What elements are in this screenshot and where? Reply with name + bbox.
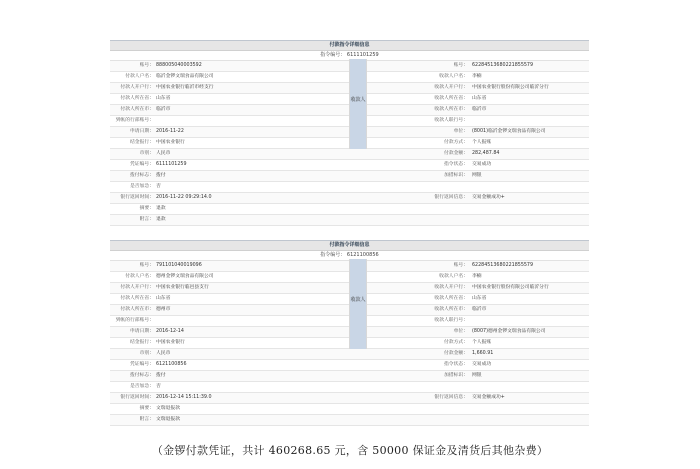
field-label: 凭证编号： — [130, 162, 154, 167]
field-label — [368, 382, 468, 392]
field-value: 李楠 — [472, 74, 482, 79]
field-label: 付款方式： — [444, 140, 468, 145]
instruction-value: 6111101259 — [346, 52, 379, 58]
field-value: 中国农业银行临沂市经支行 — [156, 85, 214, 90]
instruction-label: 指令编号： — [320, 52, 346, 58]
field-label: 收款人所在省： — [434, 96, 468, 101]
field-value: 临沂金锣文瑞食品有限公司 — [156, 74, 214, 79]
field-label: 申请日期： — [130, 129, 154, 134]
field-label: 附言： — [139, 417, 154, 422]
field-label: 收款人所在市： — [434, 107, 468, 112]
field-label: 到帐的行部账号： — [115, 318, 154, 323]
field-label — [368, 204, 468, 214]
field-value: 中国农业银行临邑县支行 — [156, 285, 209, 290]
field-label: 付款人所在省： — [120, 96, 154, 101]
field-label: 收款人联行号： — [434, 118, 468, 123]
field-value: 李楠 — [472, 274, 482, 279]
field-value — [472, 116, 589, 126]
payment-voucher-2 — [110, 240, 589, 426]
field-value: 人民币 — [156, 151, 171, 156]
table-row — [110, 360, 589, 371]
receiver-side-label: 收款人 — [349, 59, 367, 149]
table-row — [110, 160, 589, 171]
field-value: 2016-11-22 — [156, 129, 184, 134]
field-label: 收款人开户行： — [434, 285, 468, 290]
field-label: 摘要： — [139, 206, 154, 211]
field-value — [472, 215, 589, 225]
field-value: 交易成功 — [472, 162, 492, 167]
field-label: 收款人联行号： — [434, 318, 468, 323]
field-label: 付款人户名： — [125, 74, 154, 79]
field-label: 账号： — [139, 263, 154, 268]
field-label — [368, 215, 468, 225]
field-value: 中国农业银行 — [156, 140, 185, 145]
field-label: 指令状态： — [444, 362, 468, 367]
field-label: 加措标识： — [444, 373, 468, 378]
field-value: 文瑞退报款 — [156, 406, 180, 411]
field-value — [472, 404, 589, 414]
caption: （金锣付款凭证，共计 460268.65 元，含 50000 保证金及清货后其他杂费） — [151, 444, 549, 457]
payment-voucher-1 — [110, 40, 589, 226]
field-label: 收款人户名： — [439, 74, 468, 79]
table-row — [110, 393, 589, 404]
field-label: 单位： — [453, 329, 468, 334]
field-value: 人民币 — [156, 351, 171, 356]
field-label — [368, 404, 468, 414]
field-label: 申请日期： — [130, 329, 154, 334]
field-value: 拨付 — [156, 173, 166, 178]
field-label: 附言： — [139, 217, 154, 222]
field-label: 收款人户名： — [439, 274, 468, 279]
field-label — [368, 415, 468, 425]
field-label: 账号： — [453, 63, 468, 68]
field-label: 结金报行： — [130, 140, 154, 145]
field-label: 结金报行： — [130, 340, 154, 345]
field-value: 山东省 — [156, 296, 171, 301]
field-label: 账号： — [139, 63, 154, 68]
field-value — [472, 204, 589, 214]
field-value: 中国农业银行股份有限公司临沂分行 — [472, 285, 549, 290]
field-label: 拨付标志： — [130, 373, 154, 378]
table-row — [110, 204, 589, 215]
field-value: 6111101259 — [156, 162, 187, 167]
field-label: 付款人开户行： — [120, 85, 154, 90]
field-label: 银行返回信息： — [434, 195, 468, 200]
table-row — [110, 415, 589, 426]
field-label: 付款方式： — [444, 340, 468, 345]
field-value: 交易成功 — [472, 362, 492, 367]
field-label: 付款金额： — [444, 151, 468, 156]
field-label: 付款人所在市： — [120, 307, 154, 312]
field-value: 退款 — [156, 206, 166, 211]
field-value: 62284513680221855579 — [472, 263, 534, 268]
field-label: 收款人开户行： — [434, 85, 468, 90]
field-value — [472, 182, 589, 192]
field-value: 否 — [156, 384, 161, 389]
table-row — [110, 182, 589, 193]
field-value: 交易金额成功+ — [472, 395, 505, 400]
field-value: 282,487.84 — [472, 151, 500, 156]
field-label — [368, 182, 468, 192]
field-label: 摘要： — [139, 406, 154, 411]
field-value: 交易金额成功+ — [472, 195, 505, 200]
field-value: 个人报账 — [472, 340, 492, 345]
field-value: 临沂市 — [472, 107, 487, 112]
field-label: 币别： — [139, 351, 154, 356]
field-value: 6121100856 — [156, 362, 187, 367]
table-row — [110, 193, 589, 204]
field-label: 付款人开户行： — [120, 285, 154, 290]
field-label: 到帐的行部账号： — [115, 118, 154, 123]
voucher-title: 付款指令详细信息 — [110, 40, 589, 51]
table-row — [110, 382, 589, 393]
receiver-side-label: 收款人 — [349, 259, 367, 349]
field-value: 中国农业银行 — [156, 340, 185, 345]
field-value: (8007)德州金锣文瑞食品有限公司 — [472, 329, 546, 334]
voucher-title: 付款指令详细信息 — [110, 240, 589, 251]
field-value: 山东省 — [472, 296, 487, 301]
field-value: 网银 — [472, 173, 482, 178]
field-label: 收款人所在省： — [434, 296, 468, 301]
field-label: 加措标识： — [444, 173, 468, 178]
field-label: 银行返回时间： — [120, 395, 154, 400]
field-value — [472, 382, 589, 392]
field-value: 山东省 — [472, 96, 487, 101]
field-label: 账号： — [453, 263, 468, 268]
table-row — [110, 171, 589, 182]
field-value — [156, 116, 346, 126]
field-label: 银行返回信息： — [434, 395, 468, 400]
field-label: 指令状态： — [444, 162, 468, 167]
field-value: 中国农业银行股份有限公司临沂分行 — [472, 85, 549, 90]
field-value: (8001)临沂金锣文瑞食品有限公司 — [472, 129, 546, 134]
table-row — [110, 349, 589, 360]
field-value: 临沂市 — [156, 107, 171, 112]
field-label: 付款人所在市： — [120, 107, 154, 112]
field-value — [472, 415, 589, 425]
field-label: 是否加急： — [130, 184, 154, 189]
field-value — [156, 316, 346, 326]
field-label: 付款人所在省： — [120, 296, 154, 301]
instruction-label: 指令编号： — [320, 252, 346, 258]
field-label: 是否加急： — [130, 384, 154, 389]
field-label: 收款人所在市： — [434, 307, 468, 312]
table-row — [110, 149, 589, 160]
field-value: 791101040019096 — [156, 263, 202, 268]
field-value: 退款 — [156, 217, 166, 222]
field-value: 山东省 — [156, 96, 171, 101]
field-label: 银行返回时间： — [120, 195, 154, 200]
field-value: 2016-11-22 09:29:14.0 — [156, 195, 212, 200]
field-value: 2016-12-14 — [156, 329, 184, 334]
field-value: 网银 — [472, 373, 482, 378]
table-row — [110, 371, 589, 382]
field-value: 拨付 — [156, 373, 166, 378]
field-label: 付款金额： — [444, 351, 468, 356]
field-value: 德州市 — [156, 307, 171, 312]
field-value: 个人报账 — [472, 140, 492, 145]
field-value — [472, 316, 589, 326]
field-value: 文瑞退报款 — [156, 417, 180, 422]
field-label: 币别： — [139, 151, 154, 156]
field-label: 凭证编号： — [130, 362, 154, 367]
table-row — [110, 215, 589, 226]
field-value: 临沂市 — [472, 307, 487, 312]
table-row — [110, 404, 589, 415]
field-label: 付款人户名： — [125, 274, 154, 279]
instruction-value: 6121100856 — [346, 252, 379, 258]
field-label: 单位： — [453, 129, 468, 134]
field-value: 否 — [156, 184, 161, 189]
field-value: 1,660.91 — [472, 351, 494, 356]
field-value: 德州金锣文瑞食品有限公司 — [156, 274, 214, 279]
field-value: 888005040003592 — [156, 63, 202, 68]
field-label: 拨付标志： — [130, 173, 154, 178]
field-value: 2016-12-14 15:11:39.0 — [156, 395, 212, 400]
field-value: 62284513680221855579 — [472, 63, 534, 68]
